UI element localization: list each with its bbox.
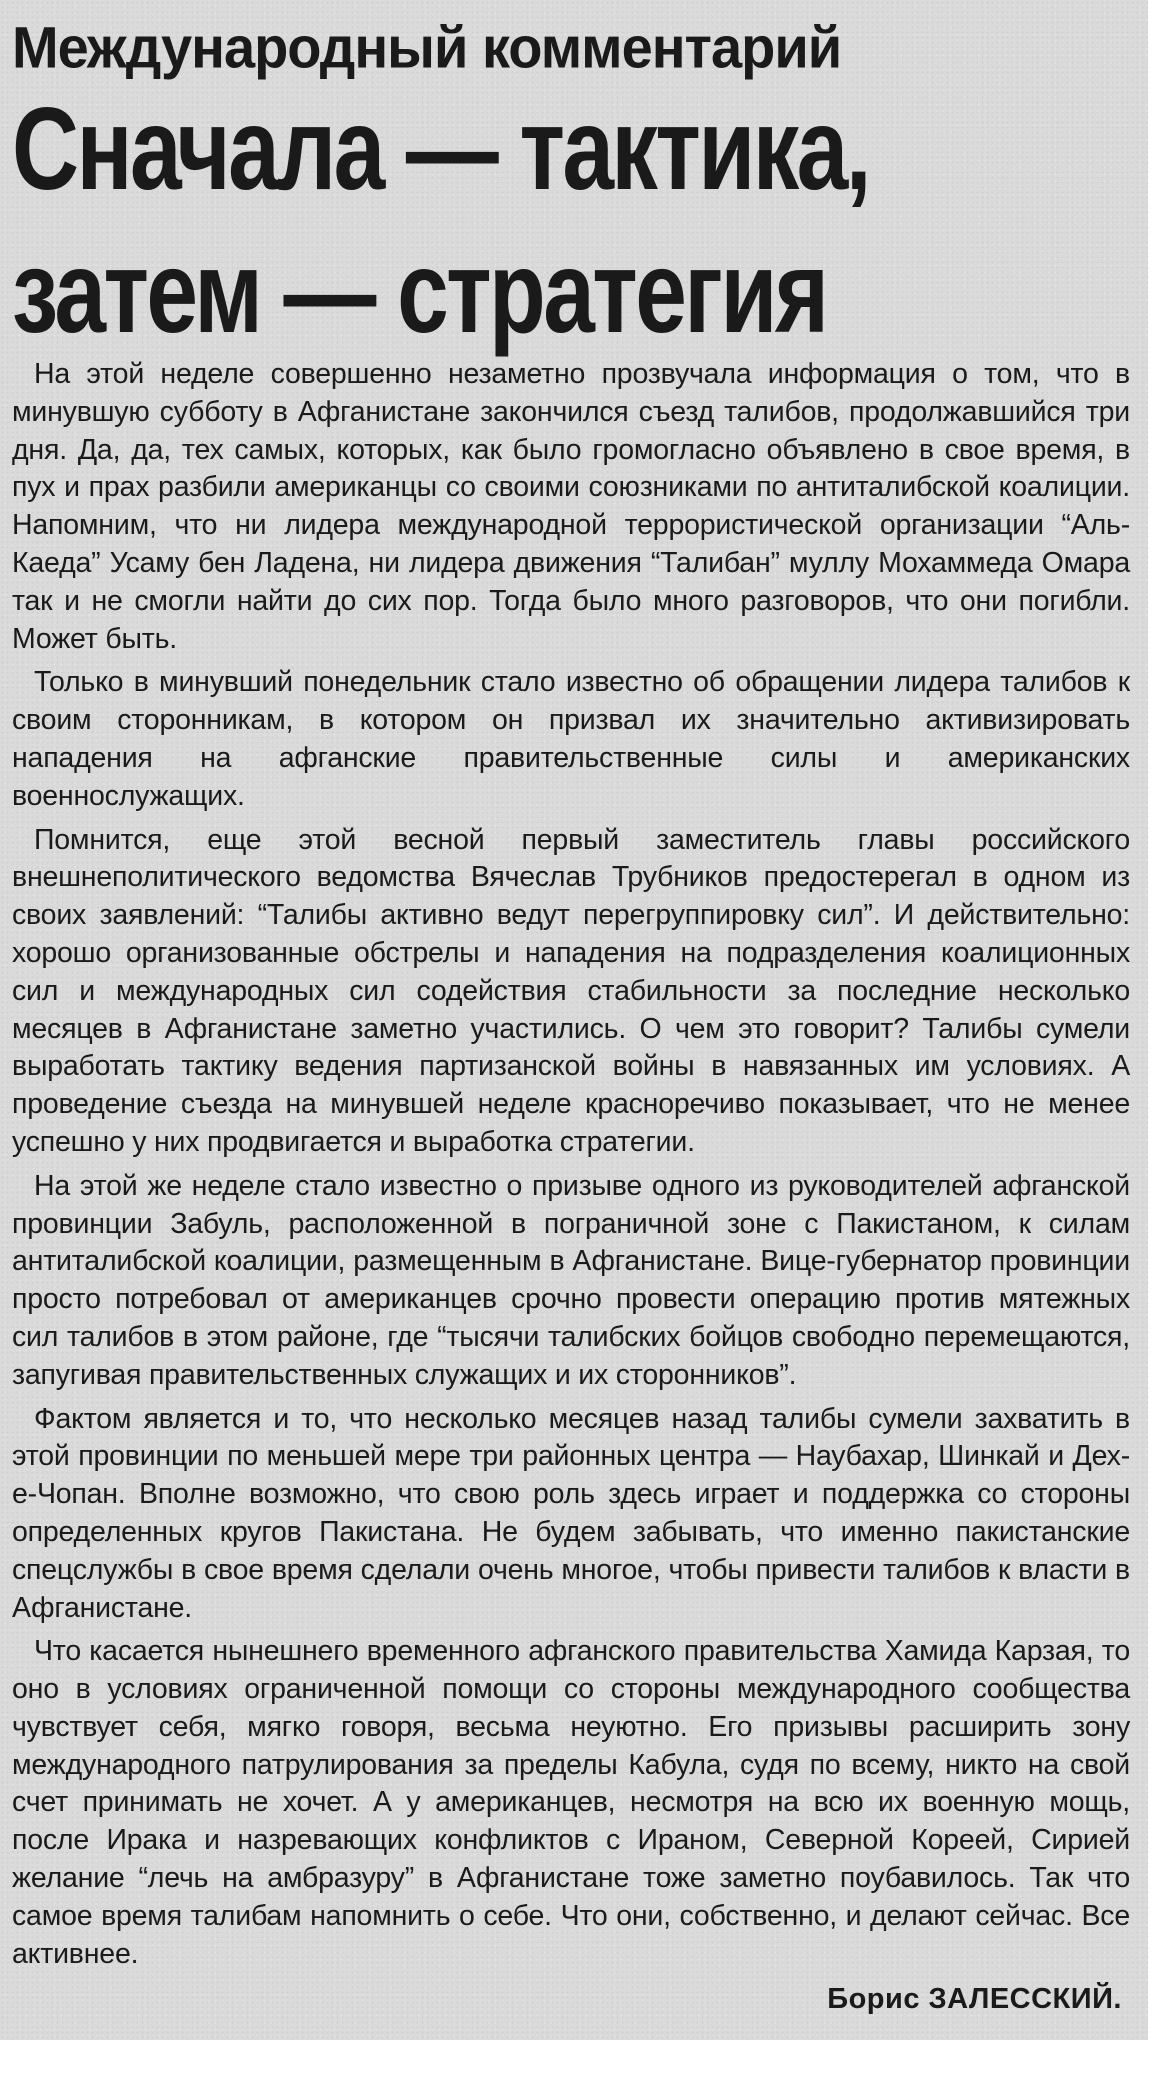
article-body bbox=[12, 356, 1130, 1973]
headline bbox=[12, 78, 973, 363]
headline-line-2: затем — стратегия bbox=[12, 225, 827, 357]
paragraph-5: Фактом является и то, что несколько месяцев назад талибы сумели захватить в этой провинции по меньшей мере три районных центра — Наубахар, Шинкай и Дех-е-Чопан. Вполне возможно, что свою роль здесь играет и поддержка со стороны определенных кругов Пакистана. Не будем забывать, что именно пакистанские спецслужбы в свое время сделали очень многое, чтобы привести талибов к власти в Афганистане. bbox=[12, 1402, 1130, 1624]
paragraph-6: Что касается нынешнего временного афганского правительства Хамида Карзая, то оно в условиях ограниченной помощи со стороны международного сообщества чувствует себя, мягко говоря, весьма неуютно. Его призывы расширить зону международного патрулирования за пределы Кабула, судя по всему, никто на свой счет принимать не хочет. А у американцев, несмотря на всю их военную мощь, после Ирака и назревающих конфликтов с Ираном, Северной Кореей, Сирией желание “лечь на амбразуру” в Афганистане тоже заметно поубавилось. Так что самое время талибам напомнить о себе. Что они, собственно, и делают сейчас. Все активнее. bbox=[12, 1635, 1130, 1970]
paragraph-3: Помнится, еще этой весной первый заместитель главы российского внешнеполитического ведомства Вячеслав Трубников предостерегал в одном из своих заявлений: “Талибы активно ведут перегруппировку сил”. И действительно: хорошо организованные обстрелы и нападения на подразделения коалиционных сил и международных сил содействия стабильности за последние несколько месяцев в Афганистане заметно участились. О чем это говорит? Талибы сумели выработать тактику ведения партизанской войны в навязанных им условиях. А проведение съезда на минувшей неделе красноречиво показывает, что не менее успешно у них продвигается и выработка стратегии. bbox=[12, 823, 1130, 1158]
author-signature: Борис ЗАЛЕССКИЙ. bbox=[827, 1983, 1122, 2016]
paragraph-1: На этой неделе совершенно незаметно прозвучала информация о том, что в минувшую субботу в Афганистане закончился съезд талибов, продолжавшийся три дня. Да, да, тех самых, которых, как было громогласно объявлено в свое время, в пух и прах разбили американцы со своими союзниками по антиталибской коалиции. Напомним, что ни лидера международной террористической организации “Аль-Каеда” Усаму бен Ладена, ни лидера движения “Талибан” муллу Мохаммеда Омара так и не смогли найти до сих пор. Тогда было много разговоров, что они погибли. Может быть. bbox=[12, 358, 1130, 655]
paragraph-2: Только в минувший понедельник стало известно об обращении лидера талибов к своим сторонникам, в котором он призвал их значительно активизировать нападения на афганские правительственные силы и американских военнослужащих. bbox=[12, 666, 1130, 812]
paragraph-4: На этой же неделе стало известно о призыве одного из руководителей афганской провинции Забуль, расположенной в пограничной зоне с Пакистаном, к силам антиталибской коалиции, размещенным в Афганистане. Вице-губернатор провинции просто потребовал от американцев срочно провести операцию против мятежных сил талибов в этом районе, где “тысячи талибских бойцов свободно перемещаются, запугивая правительственных служащих и их сторонников”. bbox=[12, 1169, 1130, 1391]
rubric-title: Международный комментарий bbox=[12, 14, 842, 81]
headline-line-1: Сначала — тактика, bbox=[12, 83, 869, 215]
